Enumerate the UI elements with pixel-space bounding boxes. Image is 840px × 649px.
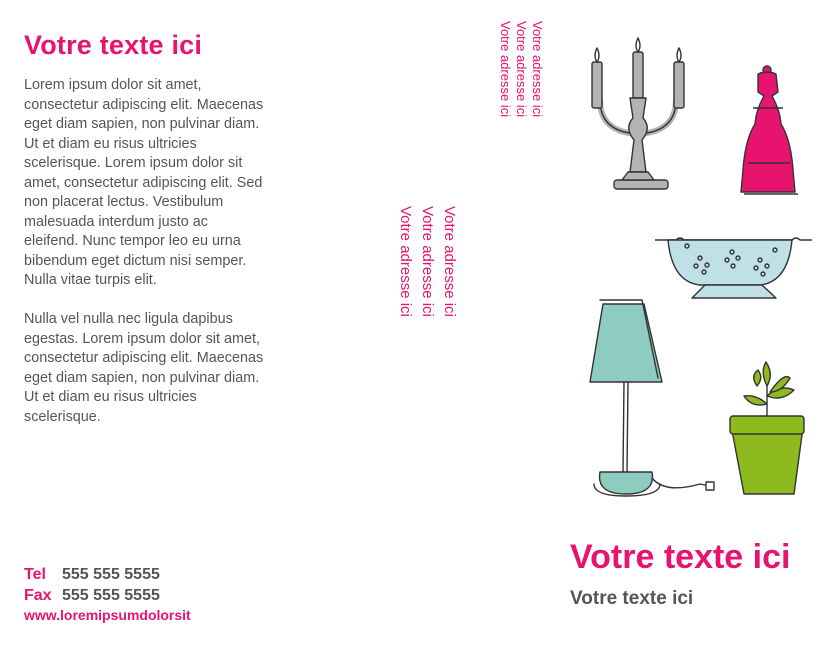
right-address-line-3: Votre adresse ici bbox=[498, 21, 513, 118]
middle-address-line-1: Votre adresse ici bbox=[441, 206, 458, 317]
floor-lamp-icon bbox=[590, 300, 714, 496]
right-address-line-2: Votre adresse ici bbox=[514, 21, 529, 118]
colander-icon bbox=[655, 238, 812, 298]
middle-address-line-3: Votre adresse ici bbox=[397, 206, 414, 317]
website-link[interactable]: www.loremipsumdolorsit bbox=[24, 607, 191, 623]
right-address-line-1: Votre adresse ici bbox=[530, 21, 545, 118]
body-paragraph-1: Lorem ipsum dolor sit amet, consectetur adipiscing elit. Maecenas eget diam sapien, non pulvinar diam. Ut et diam eu risus ultricies scelerisque. Lorem ipsum dolor sit amet, consectetur adipiscing elit. Sed non placerat lectus. Vestibulum malesuada interdum justo ac eleifend. Nunc tempor leo eu urna bibendum eget dictum nisi semper. Nulla vitae turpis elit. bbox=[24, 77, 264, 288]
right-subtitle: Votre texte ici bbox=[570, 588, 694, 609]
tel-value: 555 555 5555 bbox=[62, 566, 160, 583]
right-title: Votre texte ici bbox=[570, 538, 791, 576]
body-paragraph-2: Nulla vel nulla nec ligula dapibus egestas. Lorem ipsum dolor sit amet, consectetur adipiscing elit. Maecenas eget diam sapien, non pulvinar diam. Ut et diam eu risus ultricies scelerisque. bbox=[24, 311, 264, 425]
fax-value: 555 555 5555 bbox=[62, 587, 160, 604]
tel-label: Tel bbox=[24, 566, 46, 583]
potted-plant-icon bbox=[730, 362, 804, 494]
pepper-mill-icon bbox=[741, 66, 798, 194]
fax-label: Fax bbox=[24, 587, 52, 604]
candelabra-icon bbox=[592, 38, 684, 189]
left-heading: Votre texte ici bbox=[24, 30, 203, 60]
middle-address-line-2: Votre adresse ici bbox=[419, 206, 436, 317]
